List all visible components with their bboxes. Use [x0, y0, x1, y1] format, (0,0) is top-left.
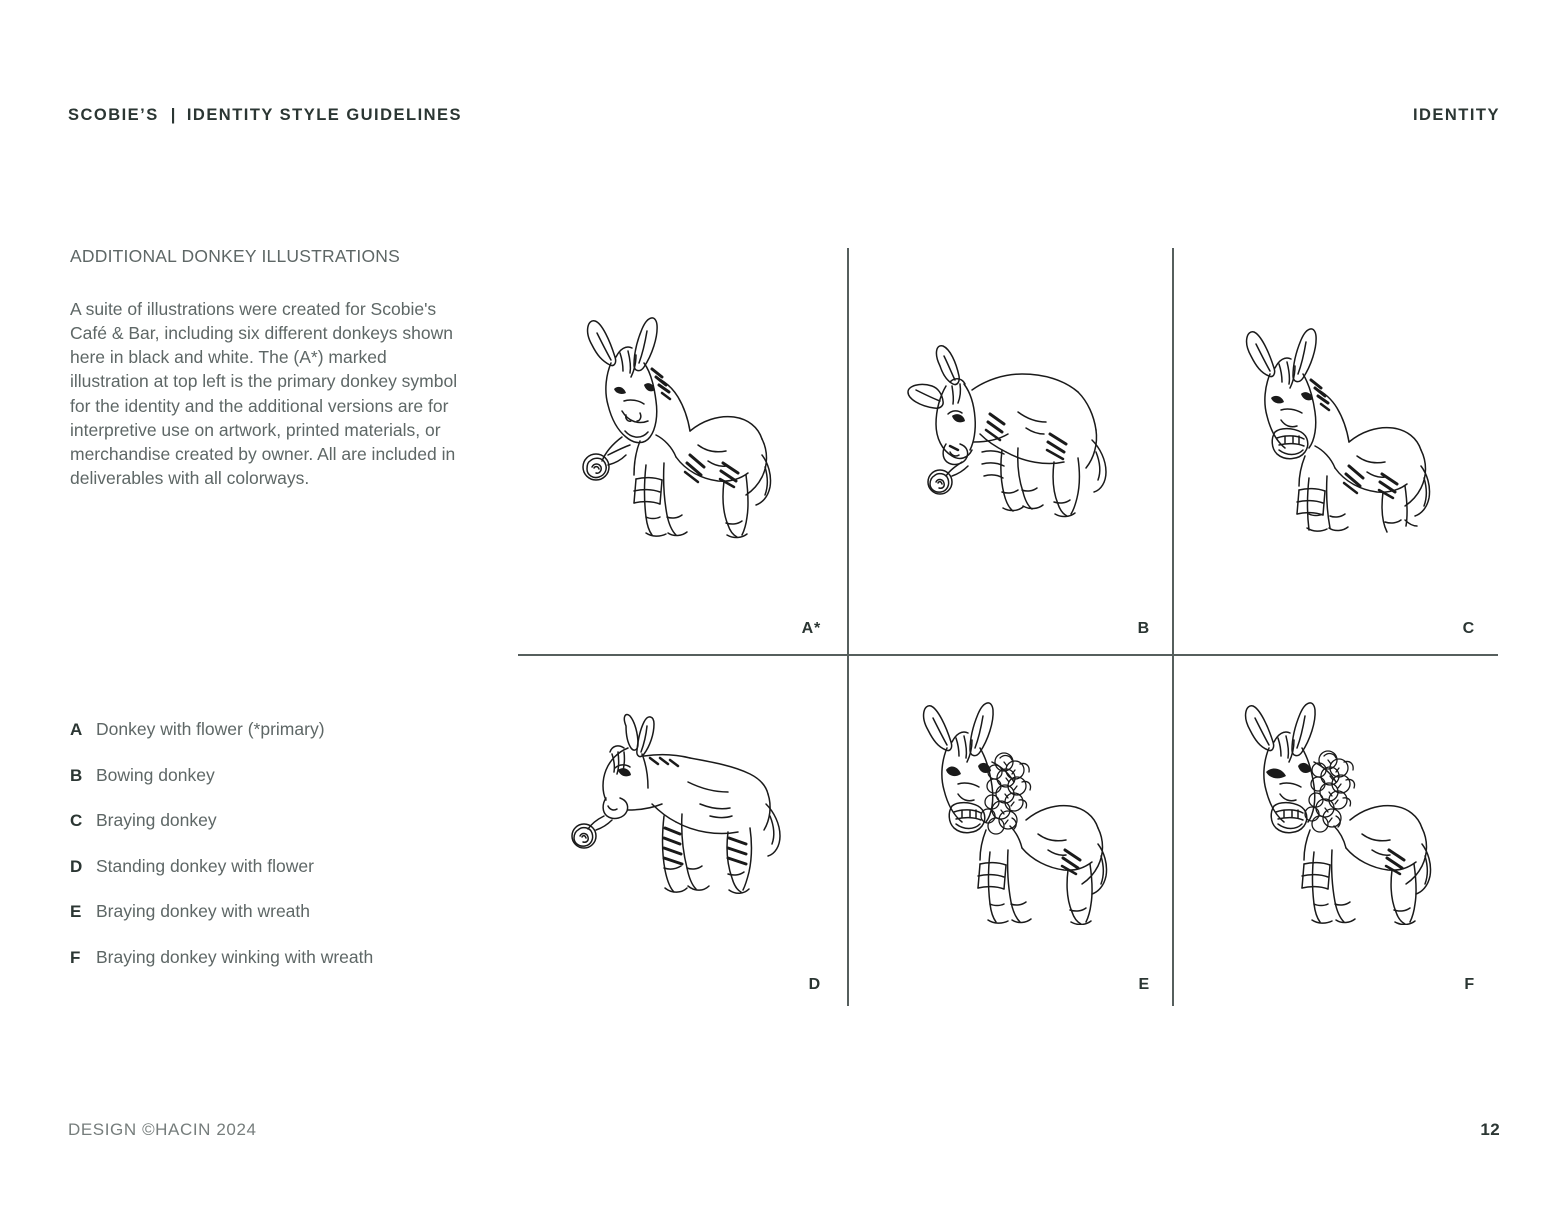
standing-donkey-with-flower-illustration	[518, 654, 847, 960]
legend-item-d	[70, 856, 490, 877]
page-number: 12	[1480, 1120, 1500, 1139]
grid-cell-label: D	[808, 976, 821, 993]
grid-cell-d	[518, 654, 847, 1006]
legend-label: Braying donkey	[96, 810, 217, 830]
page-footer	[68, 1120, 1500, 1140]
legend-label: Braying donkey with wreath	[96, 901, 310, 921]
legend-key: B	[70, 765, 83, 785]
grid-cell-label: A*	[801, 620, 821, 637]
grid-cell-e	[847, 654, 1176, 1006]
design-credit: DESIGN ©HACIN 2024	[68, 1120, 257, 1139]
legend-item-f	[70, 947, 490, 968]
grid-cell-f	[1172, 654, 1501, 1006]
braying-donkey-with-wreath-illustration	[847, 654, 1176, 960]
legend-label: Braying donkey winking with wreath	[96, 946, 374, 967]
page-header	[68, 103, 1500, 127]
legend-key: E	[70, 902, 82, 921]
grid-cell-b	[847, 248, 1176, 654]
grid-cell-label: C	[1462, 620, 1475, 637]
header-section-label: IDENTITY	[1412, 105, 1500, 124]
legend-key: F	[70, 947, 81, 967]
left-column	[70, 246, 470, 490]
legend-item-c	[70, 810, 490, 831]
legend-item-e	[70, 901, 490, 922]
header-separator: |	[170, 105, 177, 124]
legend-item-b	[70, 765, 490, 786]
illustration-legend	[70, 719, 490, 992]
section-title: ADDITIONAL DONKEY ILLUSTRATIONS	[70, 246, 401, 266]
legend-key: A	[70, 720, 83, 739]
grid-cell-c	[1172, 248, 1501, 654]
braying-donkey-winking-with-wreath-illustration	[1172, 654, 1501, 960]
legend-key: C	[70, 811, 83, 830]
grid-cell-label: F	[1464, 976, 1475, 993]
legend-item-a	[70, 719, 490, 740]
illustration-grid	[518, 248, 1498, 1006]
grid-cell-a	[518, 248, 847, 654]
legend-label: Donkey with flower (*primary)	[96, 719, 325, 739]
grid-cell-label: B	[1137, 620, 1150, 637]
header-brand-block	[68, 106, 462, 125]
legend-key: D	[70, 856, 83, 876]
document-title: IDENTITY STYLE GUIDELINES	[186, 105, 463, 124]
donkey-with-flower-illustration	[518, 248, 847, 602]
bowing-donkey-illustration	[847, 248, 1176, 602]
body-copy: A suite of illustrations were created for Scobie's Café & Bar, including six different donkeys shown here in black and white. The (A*) marked illustration at top left is the primary donkey symbol for the identity and the additional versions are for interpretive use on artwork, printed materials, or merchandise created by owner. All are included in deliverables with all colorways.	[70, 299, 458, 488]
brand-name: SCOBIE’S	[68, 105, 159, 124]
grid-cell-label: E	[1138, 976, 1150, 993]
legend-label: Bowing donkey	[96, 764, 215, 785]
braying-donkey-illustration	[1172, 248, 1501, 602]
legend-label: Standing donkey with flower	[96, 855, 314, 876]
